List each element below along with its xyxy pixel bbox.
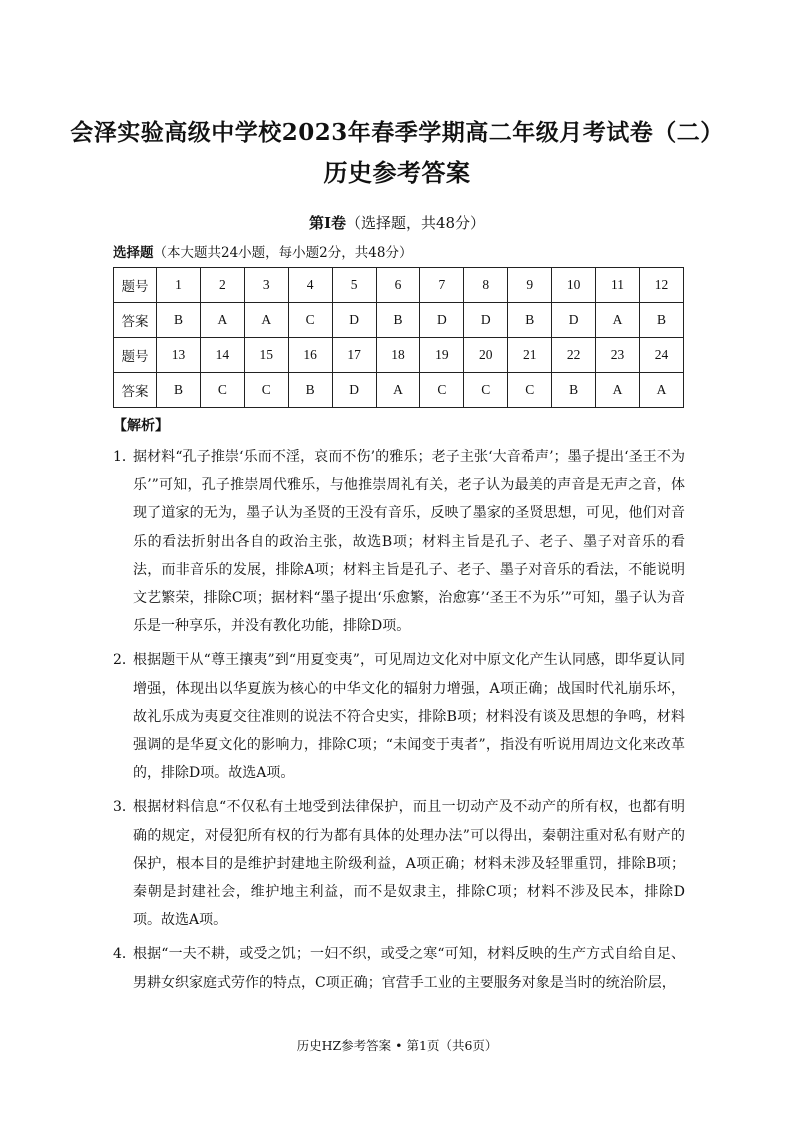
table-cell: 19 (420, 338, 464, 373)
table-cell: 8 (464, 268, 508, 303)
table-cell: 22 (552, 338, 596, 373)
item-number: 1． (113, 449, 136, 465)
table-cell: D (552, 303, 596, 338)
exam-title: 会泽实验高级中学校2023年春季学期高二年级月考试卷（二） (70, 119, 724, 146)
table-cell: 3 (244, 268, 288, 303)
table-cell: 10 (552, 268, 596, 303)
table-cell: D (332, 373, 376, 408)
table-cell: B (376, 303, 420, 338)
item-text: 据材料“孔子推崇‘乐而不淫，哀而不伤’的雅乐；老子主张‘大音希声’；墨子提出‘圣王不为乐’”可知，孔子推崇周代雅乐，与他推崇周礼有关，老子认为最美的声音是无声之音，体现了道家的无为，墨子认为圣贤的王没有音乐，反映了墨家的圣贤思想，可见，他们对音乐的看法折射出各自的政治主张，故选B项；材料主旨是孔子、老子、墨子对音乐的看法，而非音乐的发展，排除A项；材料主旨是孔子、老子、墨子对音乐的看法，不能说明文艺繁荣，排除C项；据材料“墨子提出‘乐愈繁，治愈寡’‘圣王不为乐’”可知，墨子认为音乐是一种享乐，并没有教化功能，排除D项。 (133, 449, 685, 635)
table-cell: A (200, 303, 244, 338)
table-cell: 14 (200, 338, 244, 373)
analysis-item-2 (113, 646, 685, 787)
table-cell: A (244, 303, 288, 338)
table-cell: C (200, 373, 244, 408)
table-cell: 题号 (114, 268, 157, 303)
table-cell: D (464, 303, 508, 338)
table-cell: C (464, 373, 508, 408)
table-cell: B (157, 303, 201, 338)
table-cell: 6 (376, 268, 420, 303)
table-cell: C (244, 373, 288, 408)
table-cell: 2 (200, 268, 244, 303)
section-heading (0, 212, 794, 233)
table-cell: 24 (639, 338, 683, 373)
item-text: 根据材料信息“不仅私有土地受到法律保护，而且一切动产及不动产的所有权，也都有明确的规定，对侵犯所有权的行为都有具体的处理办法”可以得出，秦朝注重对私有财产的保护，根本目的是维护封建地主阶级利益，A项正确；材料未涉及轻罪重罚，排除B项；秦朝是封建社会，维护地主利益，而不是奴隶主，排除C项；材料不涉及民本，排除D项。故选A项。 (133, 799, 685, 929)
page-footer: 历史HZ参考答案 • 第1页（共6页） (296, 1038, 498, 1053)
table-cell: 17 (332, 338, 376, 373)
table-cell: C (508, 373, 552, 408)
item-text: 根据“一夫不耕，或受之饥；一妇不织，或受之寒“可知，材料反映的生产方式自给自足、男耕女织家庭式劳作的特点，C项正确；官营手工业的主要服务对象是当时的统治阶层， (133, 946, 685, 991)
analysis-list (113, 443, 685, 1003)
table-cell: A (376, 373, 420, 408)
table-cell: A (596, 303, 640, 338)
section-heading-rest: （选择题，共48分） (345, 214, 486, 232)
analysis-item-4 (113, 940, 685, 996)
table-row-question-numbers-2 (114, 338, 684, 373)
table-cell: B (552, 373, 596, 408)
table-cell: A (639, 373, 683, 408)
answer-table (113, 267, 684, 408)
table-cell: 12 (639, 268, 683, 303)
choice-instructions-rest: （本大题共24小题，每小题2分，共48分） (153, 245, 413, 261)
table-cell: 答案 (114, 303, 157, 338)
table-row-question-numbers-1 (114, 268, 684, 303)
table-cell: 1 (157, 268, 201, 303)
item-number: 2． (113, 652, 136, 669)
table-cell: 13 (157, 338, 201, 373)
section-heading-bold: 第Ⅰ卷 (308, 214, 346, 232)
table-cell: 4 (288, 268, 332, 303)
table-cell: 5 (332, 268, 376, 303)
table-cell: D (332, 303, 376, 338)
table-row-answers-1 (114, 303, 684, 338)
analysis-item-3 (113, 793, 685, 934)
choice-instructions (113, 241, 412, 261)
item-number: 4． (113, 946, 136, 963)
analysis-heading: 【解析】 (113, 418, 169, 434)
table-cell: 11 (596, 268, 640, 303)
table-cell: 16 (288, 338, 332, 373)
table-cell: 题号 (114, 338, 157, 373)
table-cell: D (420, 303, 464, 338)
table-cell: C (288, 303, 332, 338)
table-cell: 15 (244, 338, 288, 373)
table-cell: 答案 (114, 373, 157, 408)
analysis-item-1 (113, 443, 685, 640)
table-cell: 18 (376, 338, 420, 373)
table-cell: B (288, 373, 332, 408)
table-row-answers-2 (114, 373, 684, 408)
answer-title: 历史参考答案 (323, 158, 471, 187)
table-cell: B (508, 303, 552, 338)
table-cell: 9 (508, 268, 552, 303)
table-cell: 20 (464, 338, 508, 373)
table-cell: 21 (508, 338, 552, 373)
table-cell: B (157, 373, 201, 408)
choice-instructions-bold: 选择题 (113, 245, 154, 261)
table-cell: B (639, 303, 683, 338)
item-text: 根据题干从“尊王攘夷”到“用夏变夷”，可见周边文化对中原文化产生认同感，即华夏认同增强，体现出以华夏族为核心的中华文化的辐射力增强，A项正确；战国时代礼崩乐坏，故礼乐成为夷夏交往准则的说法不符合史实，排除B项；材料没有谈及思想的争鸣，材料强调的是华夏文化的影响力，排除C项；“未闻变于夷者”，指没有听说用周边文化来改革的，排除D项。故选A项。 (133, 652, 685, 782)
table-cell: 23 (596, 338, 640, 373)
table-cell: C (420, 373, 464, 408)
table-cell: A (596, 373, 640, 408)
table-cell: 7 (420, 268, 464, 303)
item-number: 3． (113, 799, 136, 816)
